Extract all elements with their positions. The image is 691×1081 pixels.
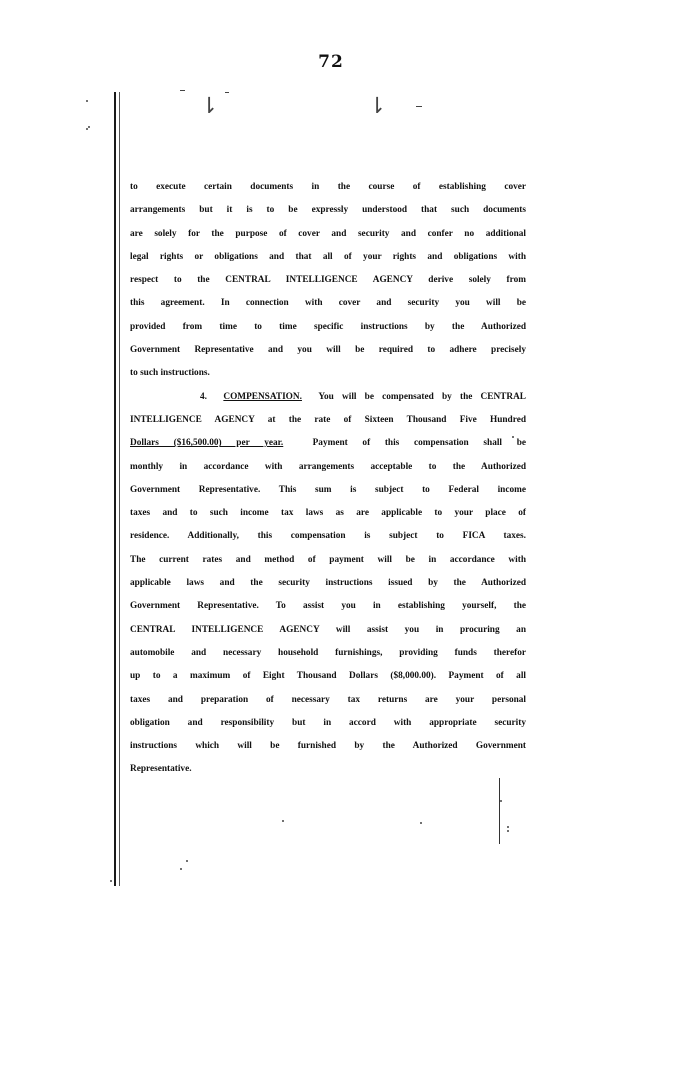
scan-artifact bbox=[416, 106, 422, 107]
paragraph-line: taxes and to such income tax laws as are applicable to your place of bbox=[130, 508, 526, 519]
scan-speck bbox=[500, 800, 502, 802]
paragraph-line: residence. Additionally, this compensation is subject to FICA taxes. bbox=[130, 531, 526, 542]
paragraph-line: provided from time to time specific instructions by the Authorized bbox=[130, 321, 526, 332]
punch-hole-mark-left: ⇂ bbox=[200, 94, 219, 119]
paragraph-line: automobile and necessary household furnishings, providing funds therefor bbox=[130, 647, 526, 658]
scan-speck bbox=[180, 868, 182, 870]
scan-speck bbox=[507, 830, 509, 832]
document-body bbox=[130, 176, 526, 782]
scan-speck bbox=[110, 880, 112, 882]
paragraph-line: Government Representative. This sum is subject to Federal income bbox=[130, 484, 526, 495]
section-number: 4. bbox=[200, 391, 207, 402]
paragraph-line: to execute certain documents in the course of establishing cover bbox=[130, 182, 526, 192]
paragraph-line: taxes and preparation of necessary tax returns are your personal bbox=[130, 694, 526, 705]
paragraph-line: instructions which will be furnished by the Authorized Government bbox=[130, 741, 526, 752]
scan-speck bbox=[186, 860, 188, 862]
paragraph-line: up to a maximum of Eight Thousand Dollars ($8,000.00). Payment of all bbox=[130, 671, 526, 682]
section-4-heading-line bbox=[130, 386, 526, 409]
paragraph-line: monthly in accordance with arrangements acceptable to the Authorized bbox=[130, 461, 526, 472]
paragraph-line bbox=[130, 432, 526, 455]
scan-artifact bbox=[180, 90, 185, 91]
punch-hole-mark-right: ⇂ bbox=[368, 94, 387, 119]
paragraph-line: Representative. bbox=[130, 764, 192, 775]
paragraph-line: legal rights or obligations and that all of your rights and obligations with bbox=[130, 251, 526, 262]
salary-amount: Dollars ($16,500.00) per year. bbox=[130, 438, 284, 449]
scan-speck bbox=[507, 826, 509, 828]
paragraph-line: Government Representative and you will be required to adhere precisely bbox=[130, 345, 526, 356]
paragraph-line: The current rates and method of payment will be in accordance with bbox=[130, 554, 526, 565]
paragraph-line: INTELLIGENCE AGENCY at the rate of Sixteen Thousand Five Hundred bbox=[130, 414, 526, 425]
left-margin-rule bbox=[114, 92, 120, 886]
page-number: 72 bbox=[318, 52, 344, 72]
scan-speck bbox=[282, 820, 284, 822]
paragraph-line: Government Representative. To assist you in establishing yourself, the bbox=[130, 601, 526, 612]
paragraph-line: to such instructions. bbox=[130, 368, 210, 379]
paragraph-line: CENTRAL INTELLIGENCE AGENCY will assist you in procuring an bbox=[130, 624, 526, 635]
paragraph-line: this agreement. In connection with cover and security you will be bbox=[130, 298, 526, 309]
scan-speck bbox=[88, 126, 90, 128]
section-text: You will be compensated by the CENTRAL bbox=[318, 391, 527, 402]
paragraph-line: are solely for the purpose of cover and security and confer no additional bbox=[130, 228, 526, 239]
paragraph-line: obligation and responsibility but in accord with appropriate security bbox=[130, 717, 526, 728]
section-text: Payment of this compensation shall be bbox=[312, 438, 526, 449]
scan-artifact bbox=[225, 92, 229, 93]
paragraph-line: respect to the CENTRAL INTELLIGENCE AGENCY derive solely from bbox=[130, 275, 526, 286]
scan-speck bbox=[420, 822, 422, 824]
right-margin-mark bbox=[499, 778, 500, 844]
section-heading: COMPENSATION. bbox=[223, 391, 302, 402]
paragraph-line: applicable laws and the security instructions issued by the Authorized bbox=[130, 578, 526, 589]
scan-speck bbox=[86, 128, 88, 130]
paragraph-line: arrangements but it is to be expressly understood that such documents bbox=[130, 205, 526, 216]
scan-speck bbox=[86, 100, 88, 102]
